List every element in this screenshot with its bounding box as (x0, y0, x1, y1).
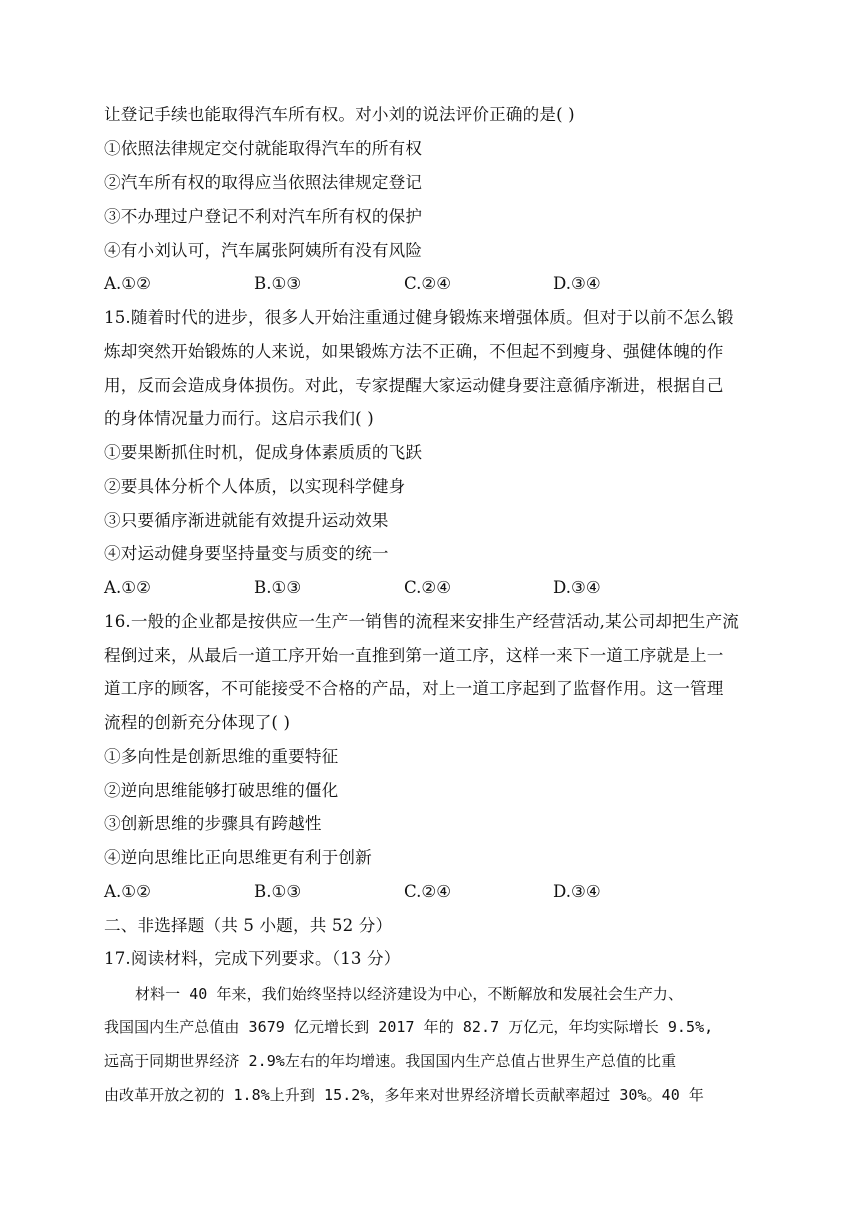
q16-option-a: A.①② (104, 882, 152, 901)
q15-stem-line-1: 15.随着时代的进步，很多人开始注重通过健身锻炼来增强体质。但对于以前不怎么锻 (104, 308, 734, 327)
q15-options (104, 577, 754, 599)
q15-statement-4: ④对运动健身要坚持量变与质变的统一 (104, 544, 389, 563)
q14-option-d: D.③④ (553, 274, 601, 293)
q14-statement-2: ②汽车所有权的取得应当依照法律规定登记 (104, 173, 423, 192)
q14-options (104, 273, 754, 295)
q16-statement-4: ④逆向思维比正向思维更有利于创新 (104, 848, 372, 867)
q15-option-c: C.②④ (404, 578, 452, 597)
q14-statement-1: ①依照法律规定交付就能取得汽车的所有权 (104, 139, 423, 158)
q17-heading: 17.阅读材料，完成下列要求。（13 分） (104, 949, 401, 968)
q14-statement-4: ④有小刘认可，汽车属张阿姨所有没有风险 (104, 241, 423, 260)
q15-option-b: B.①③ (254, 578, 302, 597)
q16-options (104, 881, 754, 903)
q15-stem-line-4: 的身体情况量力而行。这启示我们( ) (104, 409, 374, 428)
q16-stem-line-4: 流程的创新充分体现了( ) (104, 713, 291, 732)
section-heading: 二、非选择题（共 5 小题，共 52 分） (104, 916, 393, 935)
q15-option-a: A.①② (104, 578, 152, 597)
q16-stem-line-1: 16.一般的企业都是按供应一生产一销售的流程来安排生产经营活动,某公司却把生产流 (104, 612, 740, 631)
q15-stem-line-2: 炼却突然开始锻炼的人来说，如果锻炼方法不正确，不但起不到瘦身、强健体魄的作 (104, 342, 724, 361)
q16-option-b: B.①③ (254, 882, 302, 901)
q16-option-c: C.②④ (404, 882, 452, 901)
q15-statement-1: ①要果断抓住时机，促成身体素质质的飞跃 (104, 443, 423, 462)
q14-option-c: C.②④ (404, 274, 452, 293)
q16-statement-3: ③创新思维的步骤具有跨越性 (104, 814, 322, 833)
q15-statement-3: ③只要循序渐进就能有效提升运动效果 (104, 511, 389, 530)
q15-stem-line-3: 用，反而会造成身体损伤。对此，专家提醒大家运动健身要注意循序渐进，根据自己 (104, 376, 724, 395)
q16-statement-1: ①多向性是创新思维的重要特征 (104, 747, 339, 766)
q16-option-d: D.③④ (553, 882, 601, 901)
q16-stem-line-3: 道工序的顾客，不可能接受不合格的产品，对上一道工序起到了监督作用。这一管理 (104, 679, 724, 698)
q15-statement-2: ②要具体分析个人体质，以实现科学健身 (104, 477, 406, 496)
q14-option-a: A.①② (104, 274, 152, 293)
material-line-3: 远高于同期世界经济 2.9%左右的年均增速。我国国内生产总值占世界生产总值的比重 (104, 1052, 677, 1070)
q15-option-d: D.③④ (553, 578, 601, 597)
material-line-4: 由改革开放之初的 1.8%上升到 15.2%，多年来对世界经济增长贡献率超过 30%。40 年 (104, 1086, 704, 1104)
q16-stem-line-2: 程倒过来，从最后一道工序开始一直推到第一道工序，这样一来下一道工序就是上一 (104, 646, 724, 665)
q14-stem-tail: 让登记手续也能取得汽车所有权。对小刘的说法评价正确的是( ) (104, 105, 575, 124)
material-line-1: 材料一 40 年来，我们始终坚持以经济建设为中心，不断解放和发展社会生产力、 (135, 985, 684, 1003)
material-line-2: 我国国内生产总值由 3679 亿元增长到 2017 年的 82.7 万亿元，年均实际增长 9.5%, (104, 1018, 714, 1036)
q14-option-b: B.①③ (254, 274, 302, 293)
q16-statement-2: ②逆向思维能够打破思维的僵化 (104, 781, 339, 800)
q14-statement-3: ③不办理过户登记不利对汽车所有权的保护 (104, 207, 423, 226)
